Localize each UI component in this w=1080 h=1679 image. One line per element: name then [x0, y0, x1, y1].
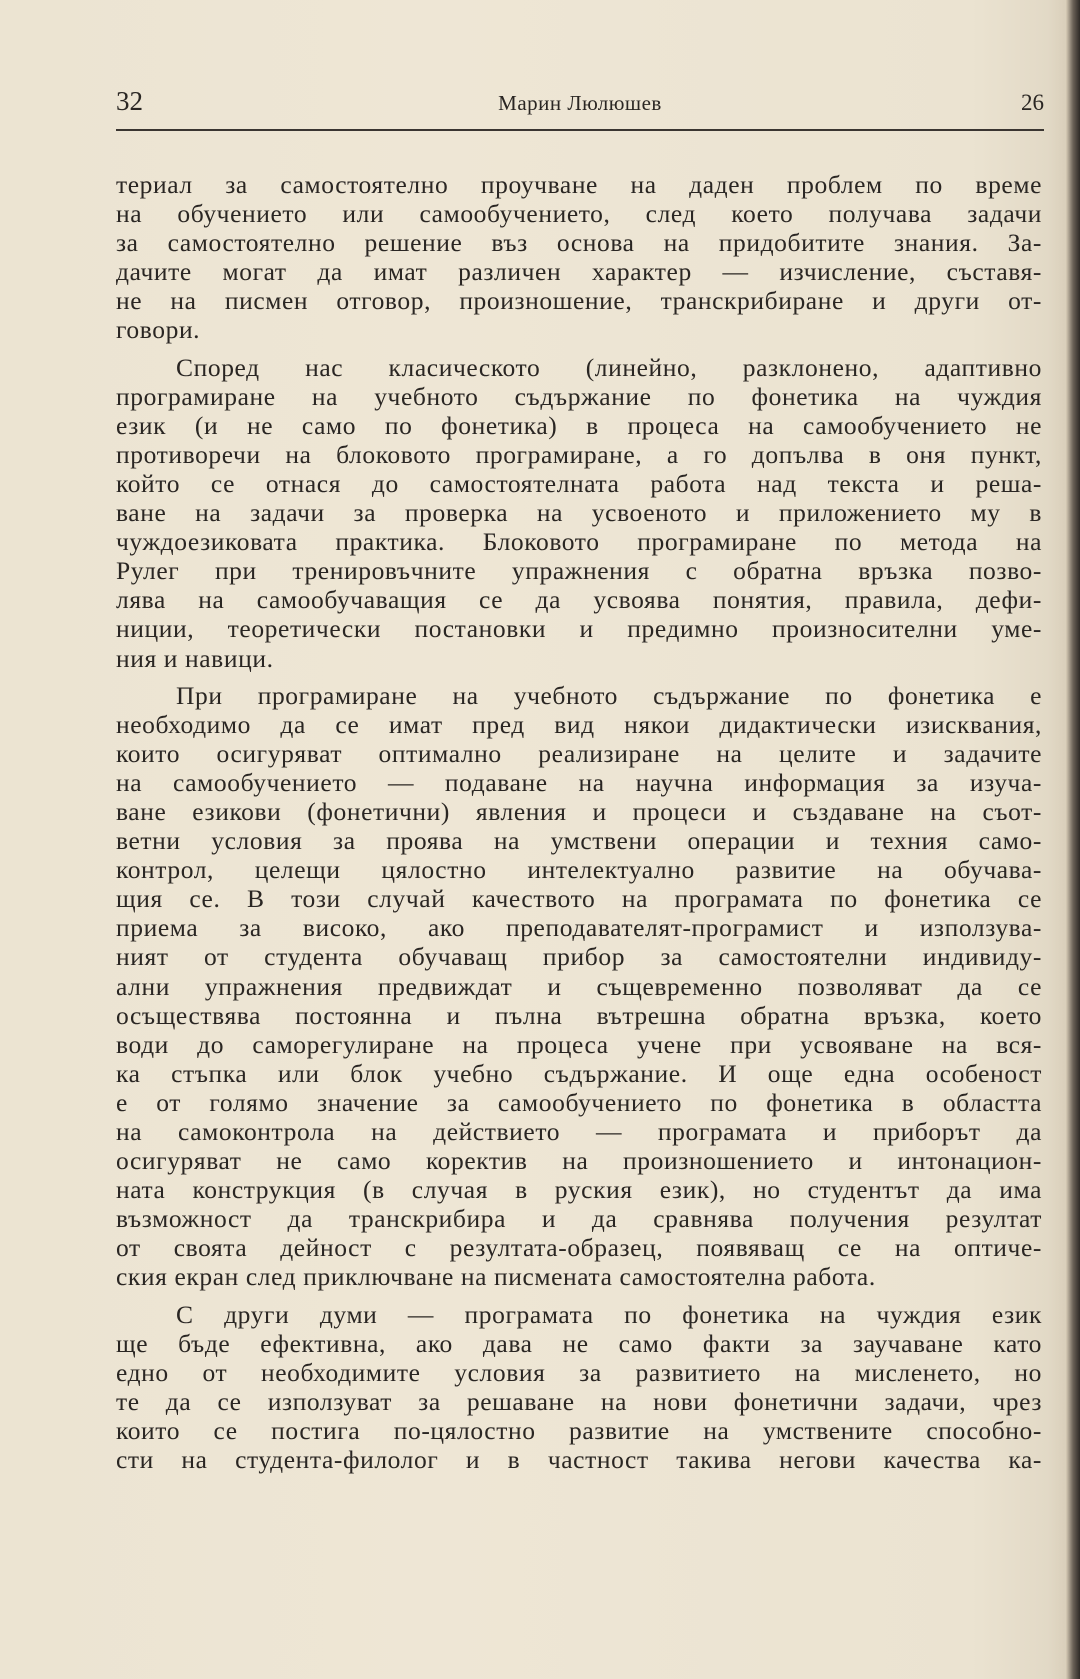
running-head-author: Марин Люлюшев — [498, 91, 662, 115]
text-line: С други думи — програмата по фонетика на чуждия език — [176, 1299, 1042, 1329]
text-line: ната конструкция (в случая в руския език), но студентът да има — [116, 1175, 1042, 1205]
text-line: приема за високо, ако преподавателят-програмист и използува- — [116, 913, 1042, 943]
text-line: лява на самообучаващия се да усвоява понятия, правила, дефи- — [116, 585, 1042, 615]
text-line: ване езикови (фонетични) явления и процеси и създаване на съот- — [116, 796, 1042, 826]
text-line: необходимо да се имат пред вид някои дидактически изисквания, — [116, 709, 1042, 739]
text-line: програмиране на учебното съдържание по фонетика на чуждия — [116, 381, 1042, 411]
text-line: ване на задачи за проверка на усвоеното и приложението му в — [116, 498, 1042, 528]
text-line: е от голямо значение за самообучението по фонетика в областта — [116, 1087, 1042, 1117]
page-edge-shadow — [1066, 0, 1080, 1679]
text-line: за самостоятелно решение въз основа на придобитите знания. За- — [116, 228, 1042, 258]
text-line: ния и навици. — [116, 643, 274, 673]
running-header — [116, 86, 1044, 120]
text-line: щия се. В този случай качеството на програмата по фонетика се — [116, 884, 1042, 914]
text-line: води до саморегулиране на процеса учене при усвояване на вся- — [116, 1029, 1042, 1059]
text-line: ният от студента обучаващ прибор за самостоятелни индивиду- — [116, 942, 1042, 972]
body-text — [116, 170, 1042, 1482]
text-line: език (и не само по фонетика) в процеса на самообучението не — [116, 410, 1042, 440]
text-line: ския екран след приключване на писмената самостоятелна работа. — [116, 1262, 876, 1292]
text-line: ка стъпка или блок учебно съдържание. И още една особеност — [116, 1058, 1042, 1088]
paragraph — [116, 170, 1042, 345]
text-line: ветни условия за проява на умствени операции и техния само- — [116, 826, 1042, 856]
page-number: 26 — [1021, 90, 1044, 115]
text-line: ниции, теоретически постановки и предимно произносителни уме- — [116, 614, 1042, 644]
text-line: осигуряват не само коректив на произношението и интонацион- — [116, 1146, 1042, 1176]
text-line: който се отнася до самостоятелната работа над текста и реша- — [116, 468, 1042, 498]
text-line: говори. — [116, 315, 201, 345]
text-line: които осигуряват оптимално реализиране на целите и задачите — [116, 738, 1042, 768]
text-line: осъществява постоянна и пълна вътрешна обратна връзка, което — [116, 1000, 1042, 1030]
paragraph — [116, 681, 1042, 1292]
header-rule — [116, 129, 1044, 131]
text-line: които се постига по-цялостно развитие на умствените способно- — [116, 1415, 1042, 1445]
text-line: те да се използуват за решаване на нови фонетични задачи, чрез — [116, 1386, 1042, 1416]
text-line: териал за самостоятелно проучване на даден проблем по време — [116, 170, 1042, 199]
text-line: контрол, целещи цялостно интелектуално развитие на обучава- — [116, 855, 1042, 885]
collection-page-number: 32 — [116, 86, 143, 116]
text-line: на самообучението — подаване на научна информация за изуча- — [116, 767, 1042, 797]
text-line: на обучението или самообучението, след което получава задачи — [116, 199, 1042, 229]
text-line: чуждоезиковата практика. Блоковото програмиране по метода на — [116, 527, 1042, 557]
paragraph — [116, 353, 1042, 673]
text-line: на самоконтрола на действието — програмата и приборът да — [116, 1117, 1042, 1146]
text-line: от своята дейност с резултата-образец, появяващ се на оптиче- — [116, 1233, 1042, 1263]
text-line: не на писмен отговор, произношение, транскрибиране и други от- — [116, 286, 1042, 316]
text-line: При програмиране на учебното съдържание по фонетика е — [176, 680, 1042, 710]
text-line: ще бъде ефективна, ако дава не само факти за заучаване като — [116, 1328, 1042, 1358]
text-line: възможност да транскрибира и да сравнява получения резултат — [116, 1204, 1042, 1234]
text-line: противоречи на блоковото програмиране, а го допълва в оня пункт, — [116, 439, 1042, 469]
text-line: Според нас класическото (линейно, разклонено, адаптивно — [176, 352, 1042, 382]
text-line: едно от необходимите условия за развитието на мисленето, но — [116, 1357, 1042, 1387]
text-line: сти на студента-филолог и в частност такива негови качества ка- — [116, 1445, 1042, 1475]
paragraph — [116, 1300, 1042, 1475]
text-line: дачите могат да имат различен характер — изчисление, съставя- — [116, 257, 1042, 287]
text-line: ални упражнения предвиждат и същевременно позволяват да се — [116, 971, 1042, 1001]
text-line: Рулег при тренировъчните упражнения с обратна връзка позво- — [116, 556, 1042, 586]
